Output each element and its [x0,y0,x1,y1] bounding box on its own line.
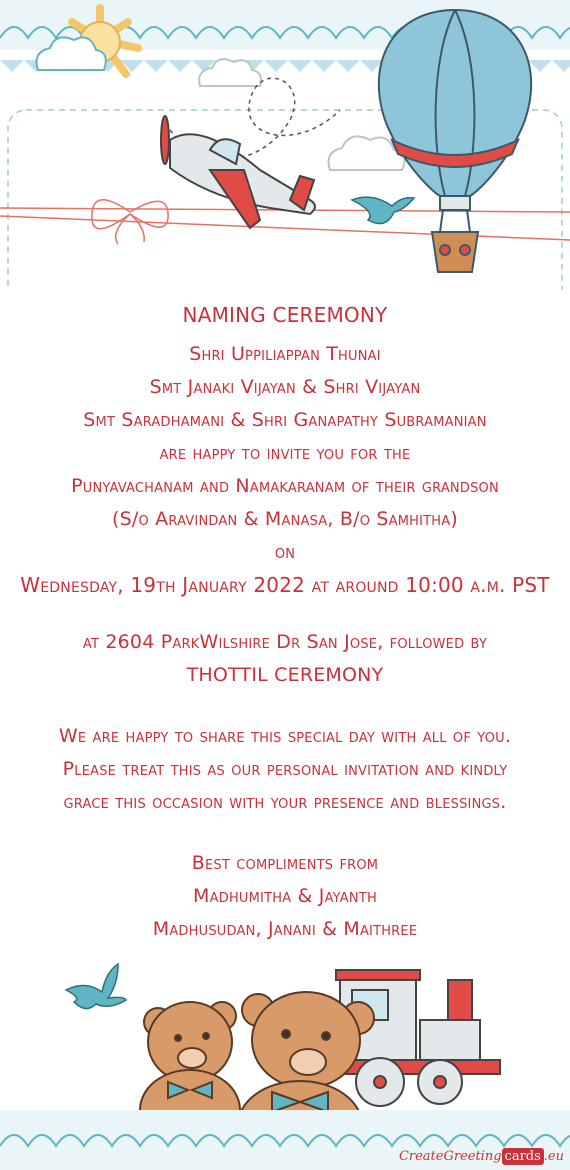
compliments-header: Best compliments from [191,852,379,874]
parents-line: (S/o Aravindan & Manasa, B/o Samhitha) [112,508,458,530]
message-line: grace this occasion with your presence and blessings. [63,791,507,813]
date-line: Wednesday, 19th January 2022 at around 10:00 a.m. PST [20,573,550,597]
invite-line: are happy to invite you for the [159,442,411,464]
host-line: Smt Saradhamani & Shri Ganapathy Subramanian [83,409,487,431]
watermark-prefix: CreateGreeting [398,1149,502,1164]
message-line: Please treat this as our personal invitation and kindly [62,758,508,780]
watermark-box: cards [502,1148,544,1165]
top-illustration [0,0,570,290]
on-line: on [274,541,296,563]
invitation-text [0,300,570,946]
airplane-icon [161,116,315,228]
venue-line: at 2604 ParkWilshire Dr San Jose, followed by [82,631,488,653]
bottom-illustration [0,950,570,1170]
message-line: We are happy to share this special day with all of you. [58,725,512,747]
watermark-logo[interactable] [399,1149,564,1164]
compliments-line: Madhusudan, Janani & Maithree [152,918,418,940]
event-line: Punyavachanam and Namakaranam of their grandson [71,475,499,497]
compliments-line: Madhumitha & Jayanth [193,885,377,907]
page-title: NAMING CEREMONY [182,303,388,327]
watermark-suffix: .eu [543,1149,564,1164]
bird-icon [66,964,126,1009]
ceremony-line: THOTTIL CEREMONY [186,664,384,686]
host-line: Smt Janaki Vijayan & Shri Vijayan [149,376,421,398]
blessing-line: Shri Uppiliappan Thunai [189,343,381,365]
